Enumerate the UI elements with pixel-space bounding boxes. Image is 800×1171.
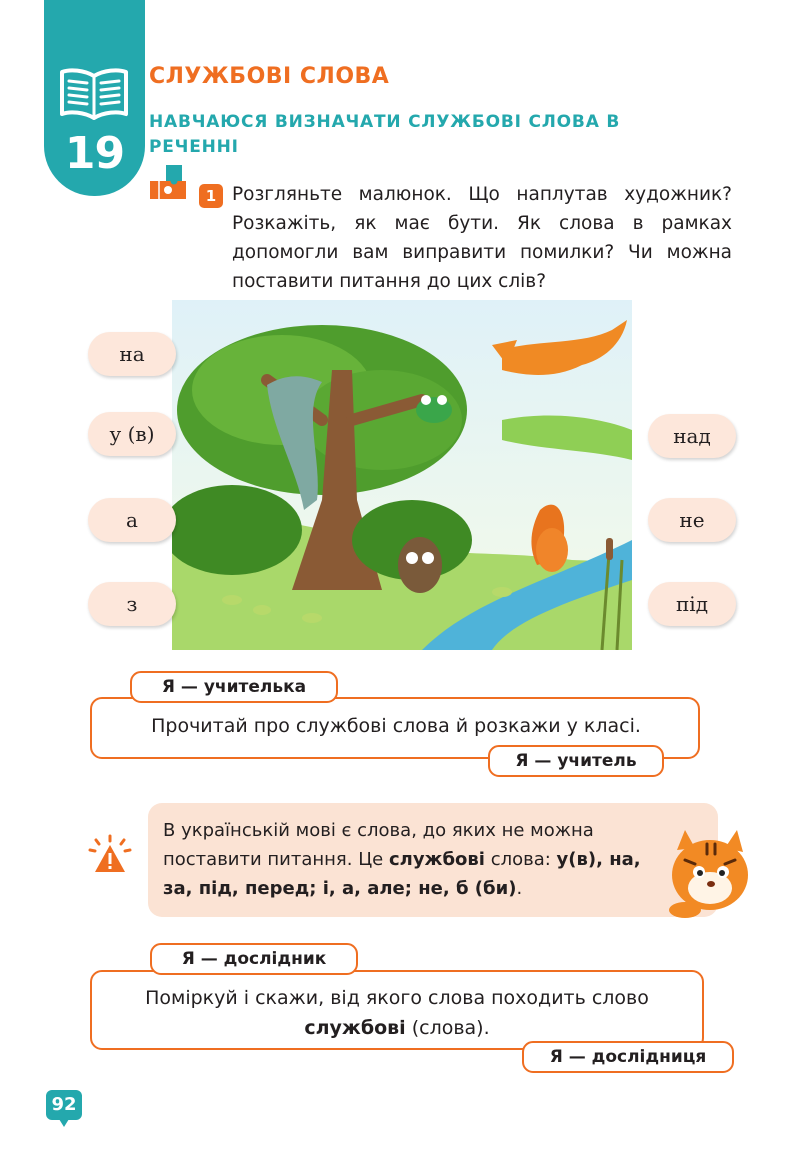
puzzle-icon	[146, 163, 192, 209]
researcher-box-text: Поміркуй і скажи, від якого слова походить слово службові (слова).	[145, 987, 649, 1039]
rule-bold-term: службові	[388, 849, 485, 870]
task-text: Розгляньте малюнок. Що наплутав художник? Розкажіть, як має бути. Як слова в рамках допомогли вам виправити помилки? Чи можна поставити питання до цих слів?	[232, 184, 732, 292]
open-book-icon	[58, 66, 130, 122]
lesson-tab	[44, 0, 145, 196]
researcher-bold-word: службові	[304, 1017, 406, 1039]
word-tag-na: на	[88, 332, 176, 376]
word-tag-z: з	[88, 582, 176, 626]
researcher-female-label: Я — дослідниця	[522, 1041, 734, 1073]
word-tag-a: а	[88, 498, 176, 542]
task-number: 1	[199, 184, 223, 208]
teacher-female-label: Я — учителька	[130, 671, 338, 703]
rule-text: В українській мові є слова, до яких не можна поставити питання. Це службові слова: у(в), на, за, під, перед; і, а, але; не, б (би).	[163, 820, 641, 899]
word-tag-nad: над	[648, 414, 736, 458]
word-tag-u-v: у (в)	[88, 412, 176, 456]
page-subtitle: НАВЧАЮСЯ ВИЗНАЧАТИ СЛУЖБОВІ СЛОВА В РЕЧЕННІ	[149, 112, 621, 157]
word-tag-pid: під	[648, 582, 736, 626]
page-title: СЛУЖБОВІ СЛОВА	[149, 64, 390, 89]
researcher-male-label: Я — дослідник	[150, 943, 358, 975]
tiger-mascot	[655, 820, 760, 920]
word-tag-ne: не	[648, 498, 736, 542]
warning-icon	[88, 834, 132, 874]
teacher-male-label: Я — учитель	[488, 745, 664, 777]
lesson-number: 19	[64, 128, 125, 179]
page-number: 92	[46, 1090, 82, 1120]
rule-bold-examples: у(в), на, за, під, перед; і, а, але; не, б (би)	[163, 849, 641, 899]
teacher-box-text: Прочитай про службові слова й розкажи у класі.	[151, 715, 641, 737]
scene-illustration	[172, 300, 632, 650]
